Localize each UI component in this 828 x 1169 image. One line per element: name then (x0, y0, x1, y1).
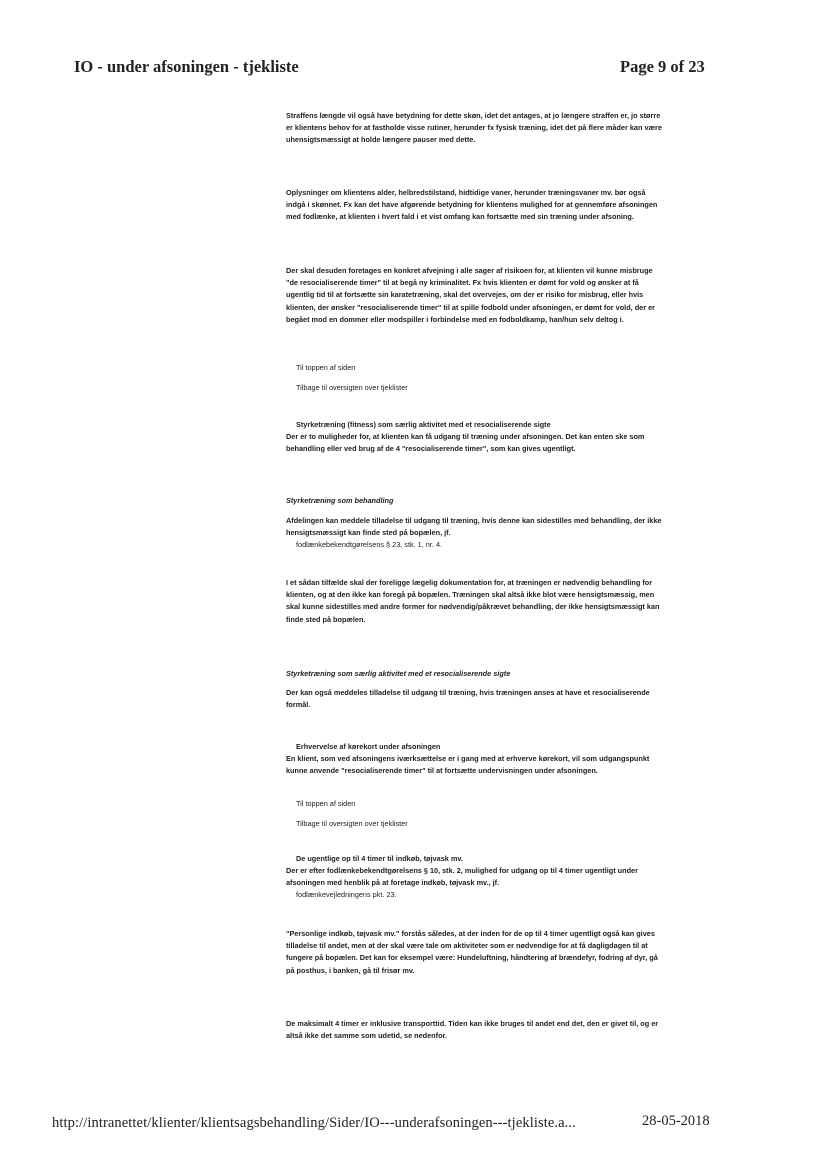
section-heading: Styrketræning (fitness) som særlig aktivitet med et resocialiserende sigte (296, 420, 551, 429)
paragraph: Der skal desuden foretages en konkret afvejning i alle sager af risikoen for, at klienten vil kunne misbruge "de resocialiserende timer" til at begå ny kriminalitet. Fx hvis klienten er dømt for vold og ønsker at få ugentlig tid til at fortsætte sin karatetræning, skal det overvejes, om der er risiko for misbrug, eller hvis klienten, der ønsker "resocialiserende timer" til at spille fodbold under afsoningen, er dømt for vold, der er begået mod en dommer eller modspiller i forbindelse med en fodboldkamp, han/hun selv deltog i. (286, 266, 656, 324)
paragraph: Afdelingen kan meddele tilladelse til udgang til træning, hvis denne kan sidestilles med behandling, der ikke hensigtsmæssigt kan finde sted på bopælen, jf. (286, 516, 662, 538)
link-top-of-page[interactable]: Til toppen af siden (296, 363, 356, 372)
section-subheading: Styrketræning som særlig aktivitet med et resocialiserende sigte (286, 669, 511, 678)
paragraph: De maksimalt 4 timer er inklusive transporttid. Tiden kan ikke bruges til andet end det, den er givet til, og er altså ikke det samme som udetid, se nedenfor. (286, 1019, 659, 1041)
section-subheading: Styrketræning som behandling (286, 496, 394, 505)
section-heading: De ugentlige op til 4 timer til indkøb, tøjvask mv. (296, 854, 463, 863)
page-title: IO - under afsoningen - tjekliste (74, 57, 299, 76)
link-fodlaenkebekendtgoerelse[interactable]: fodlænkebekendtgørelsens § 23, stk. 1, nr. 4. (296, 540, 443, 549)
paragraph: I et sådan tilfælde skal der foreligge lægelig dokumentation for, at træningen er nødvendig behandling for klienten, og at den ikke kan foregå på bopælen. Træningen skal altså ikke blot være hensigtsmæssig, men skal kunne sidestilles med andre former for nødvendig/påkrævet behandling, der ikke hensigtsmæssigt kan finde sted på bopælen. (286, 578, 660, 624)
link-back-to-overview[interactable]: Tilbage til oversigten over tjeklister (296, 383, 408, 392)
footer-url: http://intranettet/klienter/klientsagsbehandling/Sider/IO---underafsoningen---tjekliste.a... (52, 1115, 576, 1131)
link-back-to-overview[interactable]: Tilbage til oversigten over tjeklister (296, 819, 408, 828)
paragraph: Der er efter fodlænkebekendtgørelsens § 10, stk. 2, mulighed for udgang op til 4 timer ugentligt under afsoningen med henblik på at foretage indkøb, tøjvask mv., jf. (286, 866, 638, 888)
paragraph: Der kan også meddeles tilladelse til udgang til træning, hvis træningen anses at have et resocialiserende formål. (286, 688, 650, 710)
paragraph: Straffens længde vil også have betydning for dette skøn, idet det antages, at jo længere straffen er, jo større er klientens behov for at fastholde visse rutiner, herunder fx fysisk træning, idet det på flere måder kan være uhensigtsmæssigt at holde længere pauser med dette. (286, 111, 662, 145)
link-top-of-page[interactable]: Til toppen af siden (296, 799, 356, 808)
paragraph: En klient, som ved afsoningens iværksættelse er i gang med at erhverve kørekort, vil som udgangspunkt kunne anvende "resocialiserende timer" til at fortsætte undervisningen under afsoningen. (286, 754, 650, 776)
paragraph: Der er to muligheder for, at klienten kan få udgang til træning under afsoningen. Det kan enten ske som behandling eller ved brug af de 4 "resocialiserende timer", som kan gives ugentligt. (286, 432, 645, 454)
link-fodlaenkevejledning[interactable]: fodlænkevejledningens pkt. 23. (296, 890, 397, 899)
paragraph: Oplysninger om klientens alder, helbredstilstand, hidtidige vaner, herunder træningsvaner mv. bør også indgå i skønnet. Fx kan det have afgørende betydning for klientens mulighed for at gennemføre afsoningen med fodlænke, at klienten i hvert fald i et vist omfang kan fortsætte med sin træning under afsoning. (286, 188, 658, 222)
page-number: Page 9 of 23 (620, 57, 705, 76)
section-heading: Erhvervelse af kørekort under afsoningen (296, 742, 441, 751)
paragraph: "Personlige indkøb, tøjvask mv." forstås således, at der inden for de op til 4 timer ugentligt også kan gives tilladelse til andet, men at der skal være tale om aktiviteter som er nødvendige for at få dagligdagen til at fungere på bopælen. Det kan for eksempel være: Hundeluftning, håndtering af brændefyr, fodring af dyr, gå på posthus, i banken, gå til frisør mv. (286, 929, 658, 975)
footer-date: 28-05-2018 (642, 1113, 710, 1129)
